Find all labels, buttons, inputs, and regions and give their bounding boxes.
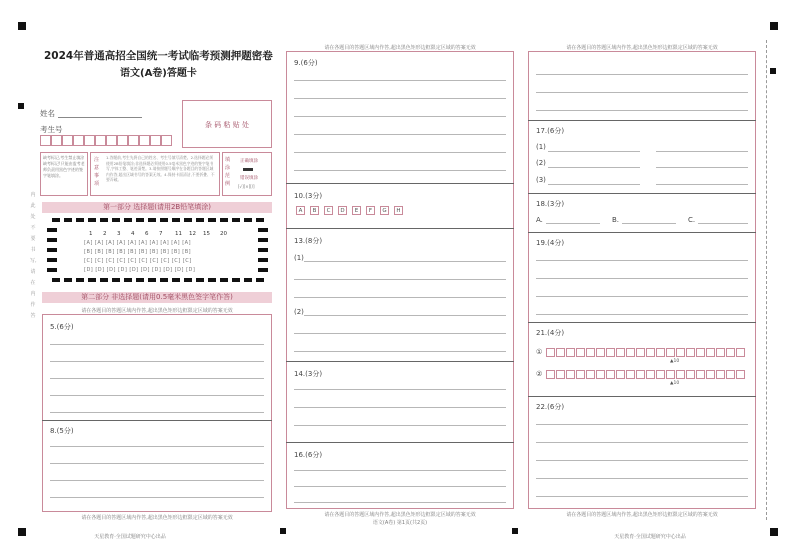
wrong-fill-example: [√][×][/] — [238, 184, 255, 189]
part2-banner: 第二部分 非选择题(请用0.5毫米黑色签字笔作答) — [42, 292, 272, 303]
middle-answer-area — [286, 51, 514, 509]
middle-area-note-top: 请在各题目的答题区域内作答,超出黑色矩形边框限定区域的答案无效 — [324, 45, 476, 51]
mc-col-number: 1 — [89, 231, 93, 237]
q10-letter-e[interactable]: E — [352, 206, 361, 215]
exam-no-label: 考生号 — [40, 125, 63, 134]
q21-sub2-label: ② — [536, 370, 543, 378]
q14-label: 14.(3分) — [294, 370, 323, 378]
q18-label: 18.(3分) — [536, 200, 565, 208]
mc-col-number: 3 — [117, 231, 121, 237]
q10-letter-c[interactable]: C — [324, 206, 333, 215]
registration-mark-br — [770, 528, 778, 536]
mc-col-number: 20 — [220, 231, 227, 237]
q16-label: 16.(6分) — [294, 451, 323, 459]
fill-example-label: 填涂范例 — [225, 157, 231, 187]
q18-divider — [528, 193, 756, 194]
q10-letter-b[interactable]: B — [310, 206, 319, 215]
middle-page-footer: 语文(A卷) 第1页(共2页) — [372, 520, 428, 526]
q10-letter-h[interactable]: H — [394, 206, 403, 215]
q13-sub1-label: (1) — [294, 254, 304, 262]
q22-divider — [528, 396, 756, 397]
registration-mark-mt2 — [512, 528, 518, 534]
registration-mark-l1 — [18, 103, 24, 109]
q9-label: 9.(6分) — [294, 59, 318, 67]
registration-mark-mt1 — [280, 528, 286, 534]
mc-option-row-b[interactable]: [B] [B] [B] [B] [B] [B] [B] [B] [B] [B] — [84, 249, 192, 255]
q21-mark2: ▲10 — [670, 381, 680, 386]
q17-sub2-label: (2) — [536, 159, 546, 167]
q10-letter-a[interactable]: A — [296, 206, 305, 215]
q14-divider — [286, 361, 514, 362]
q17-sub3-label: (3) — [536, 176, 546, 184]
q13-divider — [286, 228, 514, 229]
q10-letter-g[interactable]: G — [380, 206, 389, 215]
q17-divider — [528, 120, 756, 121]
registration-mark-tl — [18, 22, 26, 30]
barcode-label: 条 码 粘 贴 处 — [205, 121, 249, 129]
q5-label: 5.(6分) — [50, 323, 74, 331]
mc-col-number: 6 — [145, 231, 149, 237]
mc-col-number: 7 — [159, 231, 163, 237]
exam-title: 2024年普通高招全国统一考试临考预测押题密卷 — [44, 50, 273, 62]
mc-option-row-a[interactable]: [A] [A] [A] [A] [A] [A] [A] [A] [A] [A] — [84, 240, 192, 246]
registration-mark-bl — [18, 528, 26, 536]
name-field[interactable] — [58, 117, 142, 118]
q19-label: 19.(4分) — [536, 239, 565, 247]
correct-fill-example — [243, 168, 253, 171]
side-warning-text: 内此处不要书写,请在内作答 — [30, 192, 37, 319]
q21-mark1: ▲10 — [670, 359, 680, 364]
q13-sub2-label: (2) — [294, 308, 304, 316]
name-label: 姓名 — [40, 109, 55, 118]
right-area-note-bottom: 请在各题目的答题区域内作答,超出黑色矩形边框限定区域的答案无效 — [566, 512, 718, 518]
q10-letter-f[interactable]: F — [366, 206, 375, 215]
candidate-note: 缺考标记,考生禁止填涂缺考标记!只能由监考老师负责用黑色字迹的签字笔填涂。 — [43, 155, 85, 178]
mc-col-number: 2 — [103, 231, 107, 237]
q8-divider — [42, 420, 272, 421]
mc-col-number: 15 — [203, 231, 210, 237]
q19-divider — [528, 232, 756, 233]
q21-sub1-label: ① — [536, 348, 543, 356]
q18-c-label: C. — [688, 216, 696, 224]
q8-label: 8.(5分) — [50, 427, 74, 435]
q17-sub1-label: (1) — [536, 143, 546, 151]
wrong-fill-label: 错误填涂 — [240, 176, 258, 181]
q18-a-label: A. — [536, 216, 543, 224]
q10-label: 10.(3分) — [294, 192, 323, 200]
q22-label: 22.(6分) — [536, 403, 565, 411]
answer-card-subtitle: 语文(A卷)答题卡 — [120, 68, 197, 79]
q13-label: 13.(8分) — [294, 237, 323, 245]
right-area-note-top: 请在各题目的答题区域内作答,超出黑色矩形边框限定区域的答案无效 — [566, 45, 718, 51]
notice-text: 1.答题前,考生先将自己的姓名、考生号填写清楚。2.选择题必须使用2B铅笔填涂;非选择题必须使用0.5毫米黑色字迹的签字笔书写,字体工整、笔迹清楚。3.请按照题号顺序在各题目的答题区域内作答,超出区域书写的答案无效。4.保持卡面清洁,不要折叠、不要弄破。 — [106, 155, 215, 182]
mc-col-number: 11 — [175, 231, 182, 237]
middle-area-note-bottom: 请在各题目的答题区域内作答,超出黑色矩形边框限定区域的答案无效 — [324, 512, 476, 518]
q21-divider — [528, 322, 756, 323]
left-area-note-top: 请在各题目的答题区域内作答,超出黑色矩形边框限定区域的答案无效 — [81, 308, 233, 314]
q21-label: 21.(4分) — [536, 329, 565, 337]
left-area-note-bottom: 请在各题目的答题区域内作答,超出黑色矩形边框限定区域的答案无效 — [81, 515, 233, 521]
q10-letter-d[interactable]: D — [338, 206, 347, 215]
q18-b-label: B. — [612, 216, 620, 224]
right-page-footer: 天星教育·全国试题研究中心出品 — [614, 534, 686, 540]
notice-label: 注意事项 — [94, 157, 100, 187]
registration-mark-r1 — [770, 68, 776, 74]
mc-option-row-c[interactable]: [C] [C] [C] [C] [C] [C] [C] [C] [C] [C] — [84, 258, 192, 264]
q16-divider — [286, 442, 514, 443]
fold-line — [766, 40, 767, 520]
part1-banner: 第一部分 选择题(请用2B铅笔填涂) — [42, 202, 272, 213]
q10-divider — [286, 183, 514, 184]
mc-col-number: 12 — [189, 231, 196, 237]
mc-col-number: 4 — [131, 231, 135, 237]
registration-mark-tr — [770, 22, 778, 30]
correct-fill-label: 正确填涂 — [240, 159, 258, 164]
left-page-footer: 天星教育·全国试题研究中心出品 — [94, 534, 166, 540]
q17-label: 17.(6分) — [536, 127, 565, 135]
mc-option-row-d[interactable]: [D] [D] [D] [D] [D] [D] [D] [D] [D] [D] — [84, 267, 196, 273]
